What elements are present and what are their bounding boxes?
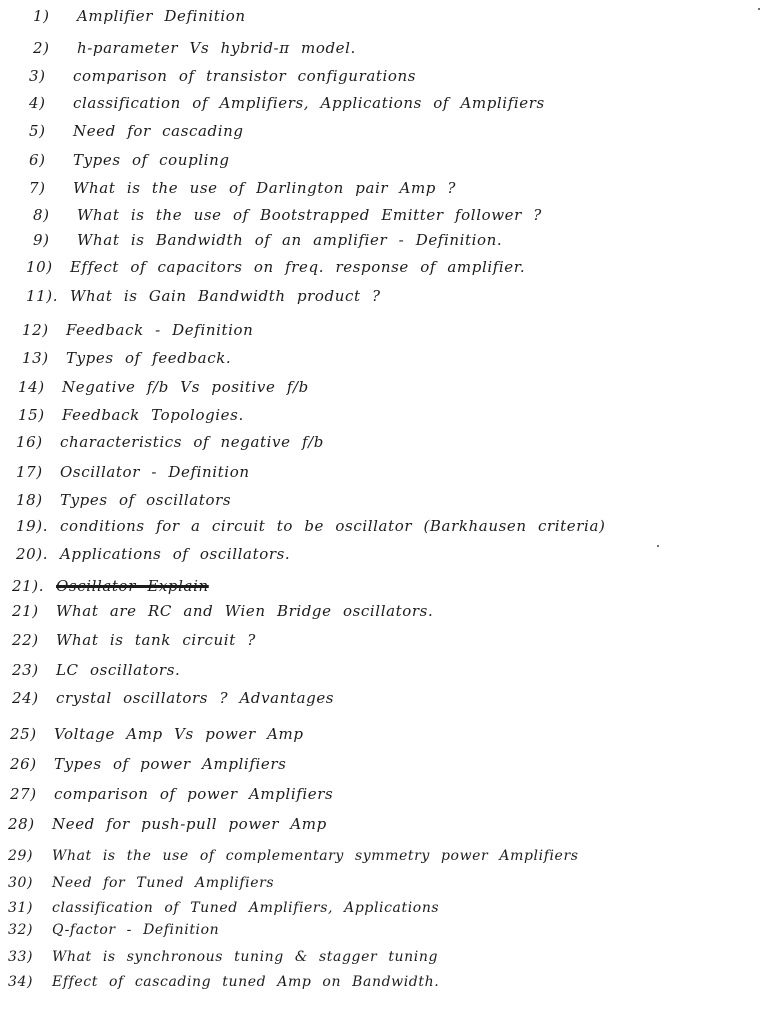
- question-item: [26, 257, 525, 277]
- question-number: 24): [12, 689, 39, 707]
- question-item: [12, 660, 180, 680]
- question-text: What is Bandwidth of an amplifier - Definition.: [77, 231, 503, 249]
- question-text: What is tank circuit ?: [56, 631, 256, 649]
- question-number: 2): [33, 39, 50, 57]
- question-item: [16, 432, 324, 452]
- question-item: [8, 814, 327, 834]
- question-number: 18): [16, 491, 43, 509]
- question-item: [18, 405, 244, 425]
- question-item: [8, 947, 438, 967]
- question-number: 10): [26, 258, 53, 276]
- question-number: 12): [22, 321, 49, 339]
- question-item: [33, 205, 542, 225]
- question-text: Types of feedback.: [66, 349, 232, 367]
- question-text: What is the use of complementary symmetry power Amplifiers: [52, 848, 579, 864]
- question-item: [10, 784, 333, 804]
- question-text: h-parameter Vs hybrid-π model.: [77, 39, 356, 57]
- question-text: What is the use of Darlington pair Amp ?: [73, 179, 457, 197]
- question-item: [33, 38, 356, 58]
- question-item: [10, 724, 304, 744]
- question-number: 23): [12, 661, 39, 679]
- question-item: [29, 121, 244, 141]
- question-number: 27): [10, 785, 37, 803]
- question-text: classification of Amplifiers, Applications of Amplifiers: [73, 94, 545, 112]
- question-item: [29, 150, 230, 170]
- question-number: 34): [8, 974, 34, 990]
- question-number: 17): [16, 463, 43, 481]
- question-number: 8): [33, 206, 50, 224]
- question-number: 14): [18, 378, 45, 396]
- question-number: 30): [8, 875, 34, 891]
- question-number: 22): [12, 631, 39, 649]
- question-number: 5): [29, 122, 46, 140]
- question-text: LC oscillators.: [56, 661, 181, 679]
- question-text: comparison of power Amplifiers: [54, 785, 334, 803]
- question-item: [8, 920, 219, 940]
- question-item: [26, 286, 381, 306]
- question-item: [33, 6, 246, 26]
- question-number: 6): [29, 151, 46, 169]
- question-text: What is Gain Bandwidth product ?: [70, 287, 381, 305]
- question-text: conditions for a circuit to be oscillator (Barkhausen criteria): [60, 517, 606, 535]
- question-number: 4): [29, 94, 46, 112]
- question-text: comparison of transistor configurations: [73, 67, 417, 85]
- question-text: Need for push-pull power Amp: [52, 815, 327, 833]
- question-text: classification of Tuned Amplifiers, Applications: [52, 900, 440, 916]
- question-number: 21).: [12, 577, 45, 595]
- question-item: [16, 490, 231, 510]
- question-text: Amplifier Definition: [77, 7, 246, 25]
- question-text: Need for Tuned Amplifiers: [52, 875, 275, 891]
- question-text: Voltage Amp Vs power Amp: [54, 725, 304, 743]
- question-number: 25): [10, 725, 37, 743]
- question-number: 31): [8, 900, 34, 916]
- question-item: [22, 320, 253, 340]
- question-number: 20).: [16, 545, 49, 563]
- question-item: [8, 898, 439, 918]
- question-text: Effect of cascading tuned Amp on Bandwidth.: [52, 974, 440, 990]
- question-item: [16, 544, 290, 564]
- ink-speck: [657, 545, 659, 547]
- question-text: What are RC and Wien Bridge oscillators.: [56, 602, 434, 620]
- question-text: What is synchronous tuning & stagger tuning: [52, 949, 439, 965]
- question-number: 28): [8, 815, 35, 833]
- question-item: [12, 630, 256, 650]
- question-item: [18, 377, 309, 397]
- question-item: [33, 230, 502, 250]
- question-text: Types of power Amplifiers: [54, 755, 287, 773]
- question-item: [12, 601, 433, 621]
- question-number: 11).: [26, 287, 59, 305]
- question-item: [8, 873, 274, 893]
- question-text: Negative f/b Vs positive f/b: [62, 378, 309, 396]
- question-text: characteristics of negative f/b: [60, 433, 324, 451]
- question-item: [29, 66, 416, 86]
- question-number: 9): [33, 231, 50, 249]
- question-number: 3): [29, 67, 46, 85]
- question-text: Types of coupling: [73, 151, 230, 169]
- question-text: Applications of oscillators.: [60, 545, 291, 563]
- question-number: 16): [16, 433, 43, 451]
- question-item: [8, 972, 439, 992]
- question-text: Feedback Topologies.: [62, 406, 244, 424]
- question-item: [12, 576, 209, 596]
- question-number: 33): [8, 949, 34, 965]
- question-text: Feedback - Definition: [66, 321, 254, 339]
- question-item: [22, 348, 231, 368]
- question-text: Oscillator - Definition: [60, 463, 250, 481]
- question-item: [8, 846, 579, 866]
- question-number: 7): [29, 179, 46, 197]
- question-number: 19).: [16, 517, 49, 535]
- question-text: Q-factor - Definition: [52, 922, 220, 938]
- question-text: Effect of capacitors on freq. response of amplifier.: [70, 258, 526, 276]
- ink-speck: [758, 8, 760, 10]
- question-text: Need for cascading: [73, 122, 244, 140]
- question-text: crystal oscillators ? Advantages: [56, 689, 335, 707]
- question-number: 13): [22, 349, 49, 367]
- question-number: 26): [10, 755, 37, 773]
- question-text: Oscillator Explain: [56, 577, 209, 595]
- question-number: 32): [8, 922, 34, 938]
- question-item: [16, 516, 605, 536]
- question-number: 1): [33, 7, 50, 25]
- question-text: Types of oscillators: [60, 491, 232, 509]
- question-number: 29): [8, 848, 34, 864]
- question-item: [16, 462, 250, 482]
- question-item: [29, 93, 545, 113]
- question-text: What is the use of Bootstrapped Emitter follower ?: [77, 206, 542, 224]
- question-item: [12, 688, 334, 708]
- question-item: [29, 178, 456, 198]
- question-number: 15): [18, 406, 45, 424]
- question-item: [10, 754, 286, 774]
- question-number: 21): [12, 602, 39, 620]
